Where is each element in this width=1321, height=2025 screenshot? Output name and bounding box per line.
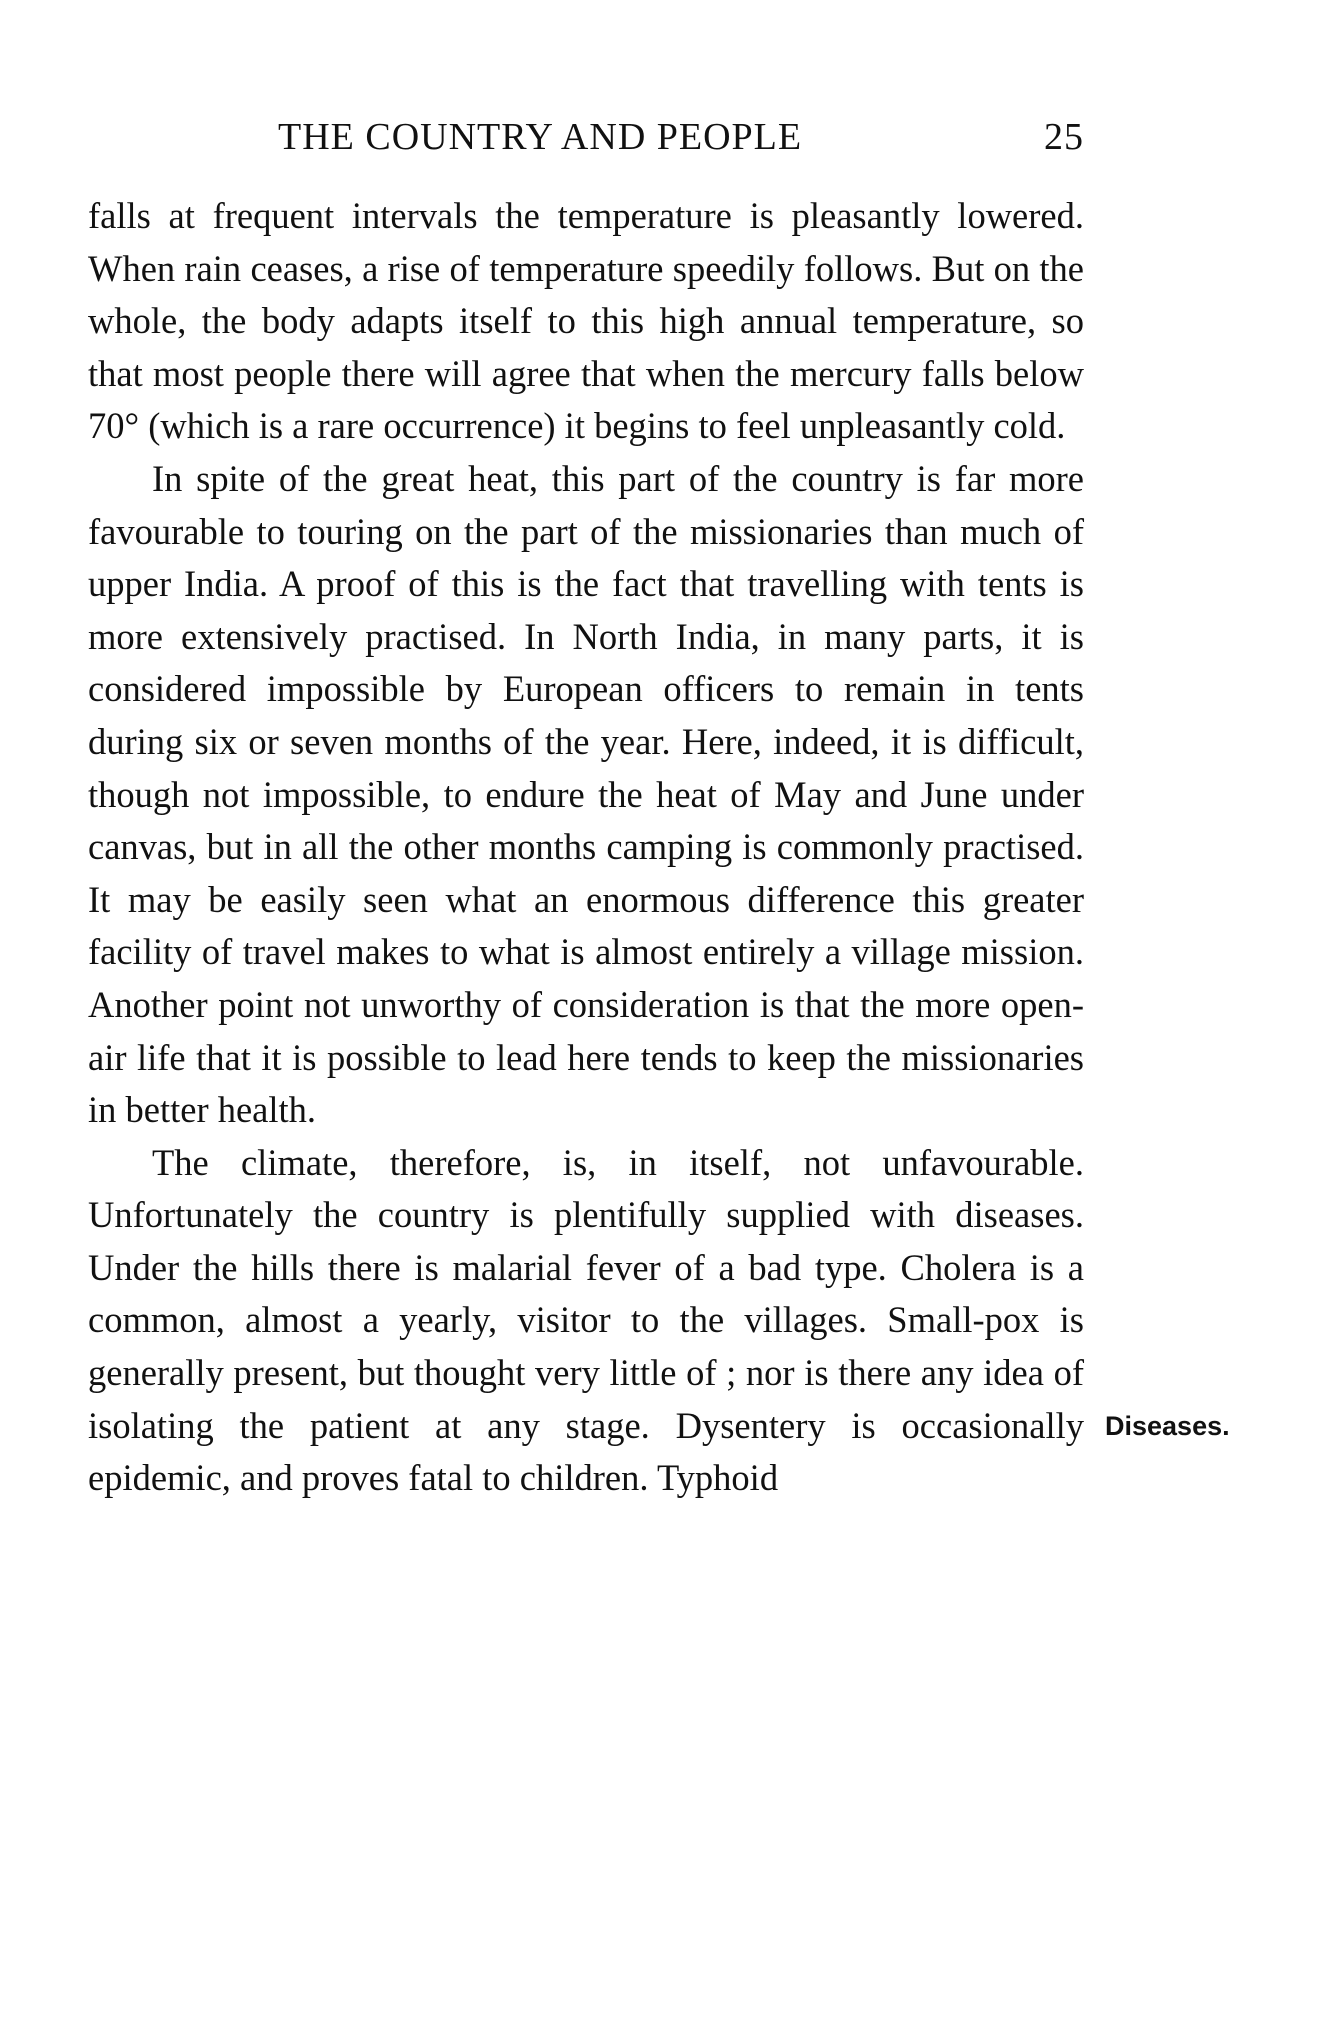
paragraph-climate-diseases: The climate, therefore, is, in itself, not unfavourable. Unfortunately the country is plentifully supplied with diseases. Under the hills there is malarial fever of a bad type. Cholera is a common, almost a yearly, visitor to the villages. Small-pox is generally present, but thought very little of ; nor is there any idea of isolating the patient at any stage. Dysentery is occasionally epidemic, and proves fatal to children. Typhoid: [88, 1141, 1084, 1499]
chapter-title: THE COUNTRY AND PEOPLE: [278, 116, 803, 158]
page-number: 25: [1044, 116, 1084, 158]
paragraph-touring: In spite of the great heat, this part of the country is far more favourable to touring on the part of the missionaries than much of upper India. A proof of this is the fact that travelling with tents is more extensively practised. In North India, in many parts, it is considered impossible by European officers to remain in tents during six or seven months of the year. Here, indeed, it is difficult, though not impossible, to endure the heat of May and June under canvas, but in all the other months camping is commonly practised. It may be easily seen what an enormous difference this greater facility of travel makes to what is almost entirely a village mission. Another point not unworthy of consideration is that the more open-air life that it is possible to lead here tends to keep the missionaries in better health.: [88, 457, 1084, 1131]
running-header: [88, 112, 1084, 162]
paragraph-continued: falls at frequent intervals the temperature is pleasantly lowered. When rain ceases, a rise of temperature speedily follows. But on the whole, the body adapts itself to this high annual temperature, so that most people there will agree that when the mercury falls below 70° (which is a rare occurrence) it begins to feel unpleasantly cold.: [88, 195, 1084, 447]
margin-note-diseases: Diseases.: [1105, 1411, 1230, 1441]
body-text: [88, 190, 1084, 1505]
